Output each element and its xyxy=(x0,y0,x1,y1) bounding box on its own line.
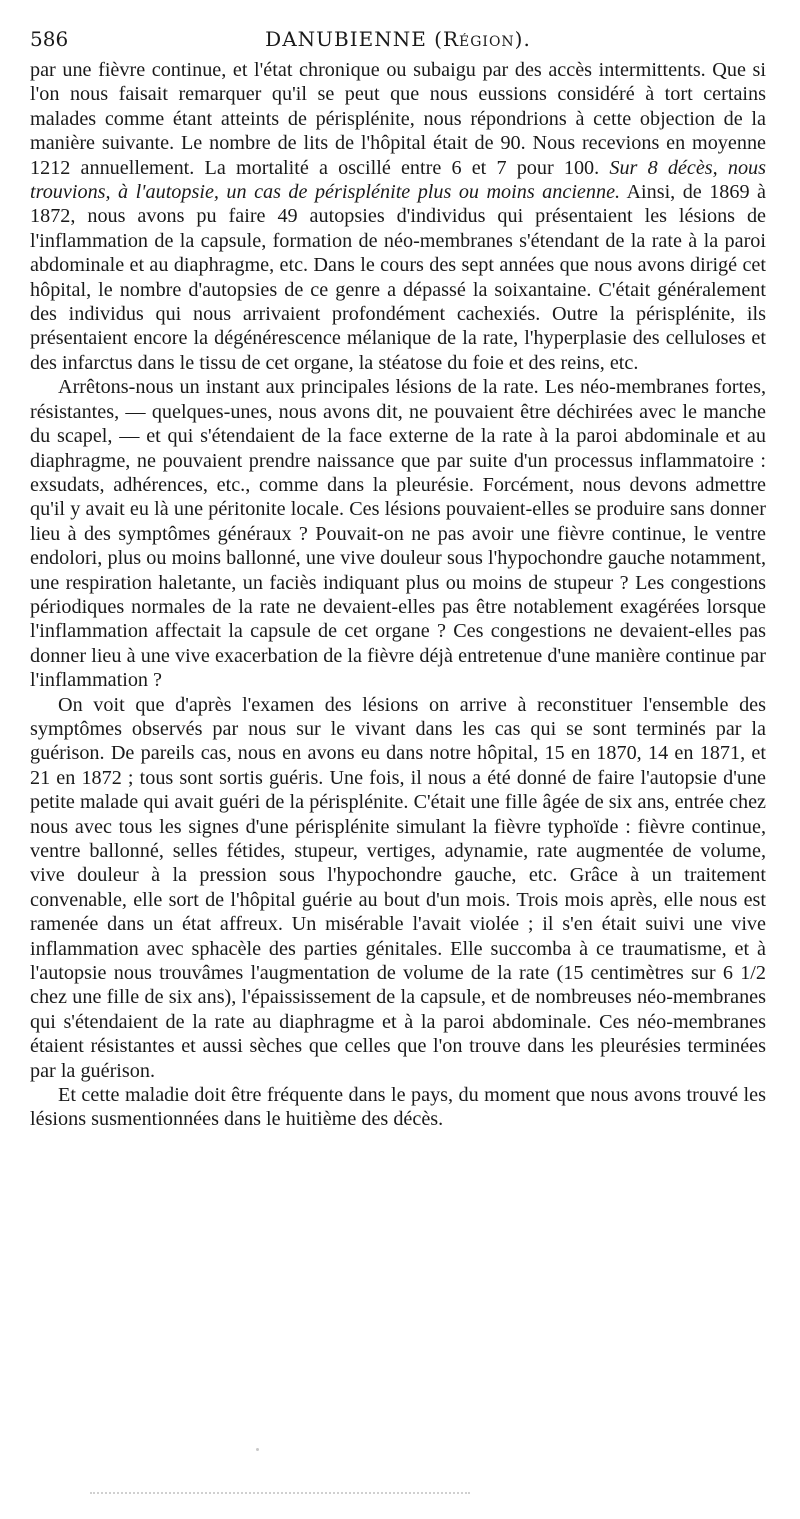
paragraph-3: On voit que d'après l'examen des lésions on arrive à reconstituer l'ensemble des symptômes observés par nous sur le vivant dans les cas qui se sont terminés par la guérison. De pareils cas, nous en avons eu dans notre hôpital, 15 en 1870, 14 en 1871, et 21 en 1872 ; tous sont sortis guéris. Une fois, il nous a été donné de faire l'autopsie d'une petite malade qui avait guéri de la périsplénite. C'était une fille âgée de six ans, entrée chez nous avec tous les signes d'une périsplénite simulant la fièvre typhoïde : fièvre continue, ventre ballonné, selles fétides, stupeur, vertiges, adynamie, rate augmentée de volume, vive douleur à la pression sous l'hypochondre gauche, etc. Grâce à un traitement convenable, elle sort de l'hôpital guérie au bout d'un mois. Trois mois après, elle nous est ramenée dans un état affreux. Un misérable l'avait violée ; il s'en était suivi une vive inflammation avec sphacèle des parties génitales. Elle succomba à ce traumatisme, et à l'autopsie nous trouvâmes l'augmentation de volume de la rate (15 centimètres sur 6 1/2 chez une fille de six ans), l'épaississement de la capsule, et de nombreuses néo-membranes qui s'étendaient de la rate au diaphragme et à la paroi abdominale. Ces néo-membranes étaient résistantes et aussi sèches que celles que l'on trouve dans les pleurésies terminées par la guérison. xyxy=(30,693,766,1082)
page-header xyxy=(30,22,766,56)
running-head xyxy=(30,22,766,56)
body-text xyxy=(30,58,766,1132)
page-number: 586 xyxy=(30,27,69,51)
paragraph-1 xyxy=(30,58,766,375)
running-head-main: DANUBIENNE xyxy=(265,27,427,51)
faint-footer-marks xyxy=(90,1492,470,1494)
document-page xyxy=(30,22,766,1132)
paragraph-1-italic-text: Sur 8 décès, nous trouvions, à l'autopsie, un cas de périsplénite plus ou moins ancienne. xyxy=(30,156,766,204)
paragraph-1-text-start: par une fièvre continue, et l'état chronique ou subaigu par des accès intermittents. Que si l'on nous faisait remarquer qu'il se peut que nous eussions considéré à tort certains malades comme étant atteints de périsplénite, nous répondrions à cette objection de la manière suivante. Le nombre de lits de l'hôpital était de 90. Nous recevions en moyenne 1212 annuellement. La mortalité a oscillé entre 6 et 7 pour 100. xyxy=(30,59,766,179)
paragraph-1-text-end: Ainsi, de 1869 à 1872, nous avons pu faire 49 autopsies d'individus qui présentaient les lésions de l'inflammation de la capsule, formation de néo-membranes s'étendant de la rate à la paroi abdominale et au diaphragme, etc. Dans le cours des sept années que nous avons dirigé cet hôpital, le nombre d'autopsies de ce genre a dépassé la soixantaine. C'était généralement des individus qui nous arrivaient profondément cachexiés. Outre la périsplénite, ils présentaient encore la dégénérescence mélanique de la rate, l'hyperplasie des celluloses et des infarctus dans le tissu de cet organe, la stéatose du foie et des reins, etc. xyxy=(30,181,767,374)
paragraph-2: Arrêtons-nous un instant aux principales lésions de la rate. Les néo-membranes fortes, résistantes, — quelques-unes, nous avons dit, ne pouvaient être déchirées avec le manche du scapel, — et qui s'étendaient de la face externe de la rate à la paroi abdominale et au diaphragme, ne pouvaient prendre naissance que par suite d'un processus inflammatoire : exsudats, adhérences, etc., comme dans la pleurésie. Forcément, nous devons admettre qu'il y avait eu là une péritonite locale. Ces lésions pouvaient-elles se produire sans donner lieu à des symptômes généraux ? Pouvait-on ne pas avoir une fièvre continue, le ventre endolori, plus ou moins ballonné, une vive douleur sous l'hypochondre gauche notamment, une respiration haletante, un faciès indiquant plus ou moins de stupeur ? Les congestions périodiques normales de la rate ne devaient-elles pas être notablement exagérées lorsque l'inflammation affectait la capsule de cet organe ? Ces congestions ne devaient-elles pas donner lieu à une vive exacerbation de la fièvre déjà entretenue d'une manière continue par l'inflammation ? xyxy=(30,376,766,692)
running-head-region: (Région). xyxy=(434,27,531,51)
scan-speck xyxy=(256,1448,259,1451)
paragraph-4: Et cette maladie doit être fréquente dans le pays, du moment que nous avons trouvé les lésions susmentionnées dans le huitième des décès. xyxy=(30,1084,766,1131)
